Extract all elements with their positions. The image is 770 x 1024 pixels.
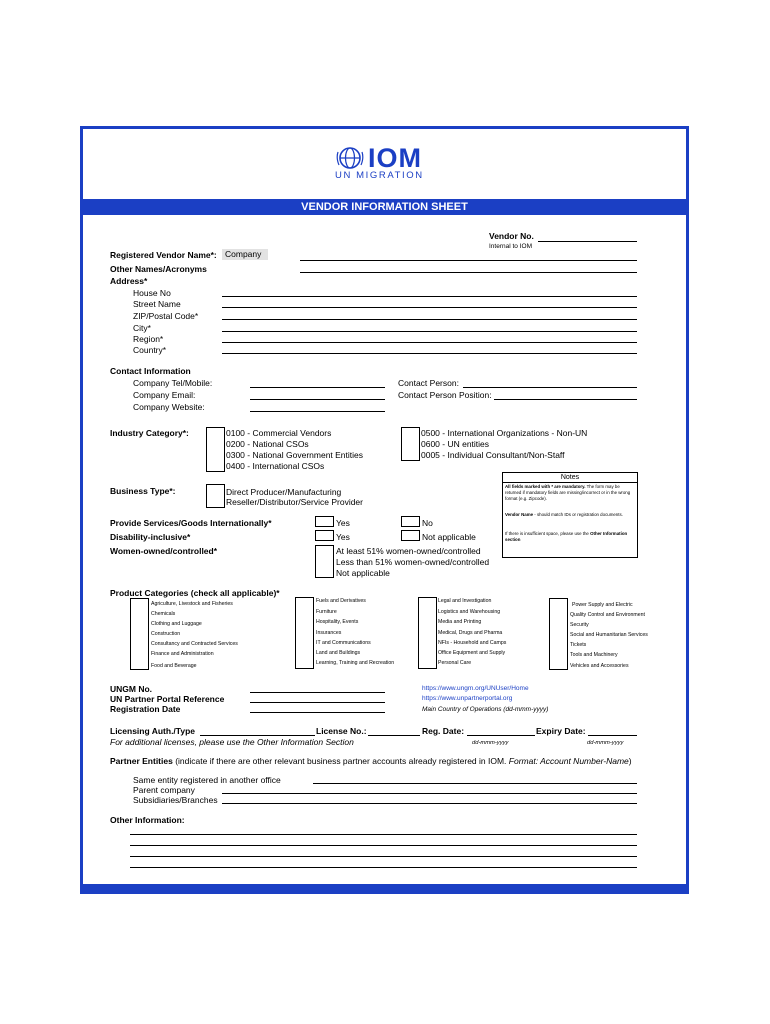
contact-person-field[interactable]: [463, 387, 637, 388]
product-option: Vehicles and Accessories: [570, 663, 629, 669]
partner-entities-label: Partner Entities: [110, 756, 173, 766]
other-info-line[interactable]: [130, 845, 637, 846]
notes-text-1-bold: All fields marked with * are mandatory.: [505, 484, 586, 489]
region-field[interactable]: [222, 342, 637, 343]
other-names-label: Other Names/Acronyms: [110, 264, 207, 274]
product-option: Finance and Administration: [151, 651, 214, 657]
industry-option: 0600 - UN entities: [421, 439, 490, 449]
country-field[interactable]: [222, 353, 637, 354]
company-tel-label: Company Tel/Mobile:: [133, 378, 213, 388]
provide-intl-no-label: No: [422, 518, 433, 528]
licensing-auth-label: Licensing Auth./Type: [110, 726, 196, 736]
product-col2-checkbox[interactable]: [295, 597, 314, 669]
product-option: Tools and Machinery: [570, 652, 618, 658]
subsidiaries-label: Subsidiaries/Branches: [133, 795, 218, 805]
contact-position-field[interactable]: [494, 399, 637, 400]
other-info-label: Other Information:: [110, 815, 185, 825]
industry-label: Industry Category*:: [110, 428, 189, 438]
partner-portal-field[interactable]: [250, 702, 385, 703]
product-option: Fuels and Derivatives: [316, 598, 366, 604]
other-info-line[interactable]: [130, 856, 637, 857]
reg-date-format: dd-mmm-yyyy: [472, 740, 509, 746]
women-owned-option: Less than 51% women-owned/controlled: [336, 557, 490, 567]
product-col1-checkbox[interactable]: [130, 598, 149, 670]
parent-company-field[interactable]: [222, 793, 637, 794]
other-names-field[interactable]: [300, 272, 637, 273]
address-label: Address*: [110, 276, 148, 286]
partner-entities-format: Format: Account Number-Name: [508, 756, 629, 766]
vendor-no-note: Internal to IOM: [489, 243, 532, 250]
registered-name-input[interactable]: Company: [222, 249, 268, 260]
product-option: Land and Buildings: [316, 650, 361, 656]
partner-entities-desc: (indicate if there are other relevant business partner accounts already registered in IOM.: [175, 756, 507, 766]
product-option: Tickets: [570, 642, 587, 648]
licensing-note: For additional licenses, please use the Other Information Section: [110, 737, 354, 747]
city-label: City*: [133, 323, 151, 333]
street-name-label: Street Name: [133, 299, 181, 309]
notes-text-3-bold: Other Information section: [505, 531, 628, 542]
business-type-label: Business Type*:: [110, 486, 176, 496]
provide-intl-label: Provide Services/Goods Internationally*: [110, 518, 272, 528]
other-info-line[interactable]: [130, 834, 637, 835]
contact-heading: Contact Information: [110, 366, 191, 376]
women-owned-option: Not applicable: [336, 568, 390, 578]
product-col3-checkbox[interactable]: [418, 597, 437, 669]
product-option: Quality Control and Environment: [570, 612, 645, 618]
product-option: Agriculture, Livestock and Fisheries: [151, 601, 233, 607]
partner-entities-row: [110, 756, 632, 767]
expiry-date-field[interactable]: [588, 735, 637, 736]
notes-text-2: [505, 512, 636, 518]
footer-bar: [80, 884, 689, 894]
industry-checkbox-group-right[interactable]: [401, 427, 420, 461]
product-option: NFIs - Household and Camps: [438, 640, 507, 646]
product-option: Personal Care: [438, 660, 472, 666]
iom-logo-subtitle: UN MIGRATION: [335, 170, 424, 181]
partner-portal-link[interactable]: https://www.unpartnerportal.org: [422, 695, 513, 702]
product-option: Food and Beverage: [151, 663, 197, 669]
licensing-auth-field[interactable]: [200, 735, 315, 736]
registered-name-line[interactable]: [300, 260, 637, 261]
same-entity-field[interactable]: [313, 783, 637, 784]
disability-na-checkbox[interactable]: [401, 530, 420, 541]
product-option: Consultancy and Contracted Services: [151, 641, 238, 647]
business-type-option: Reseller/Distributor/Service Provider: [226, 497, 363, 507]
product-option: Legal and Investigation: [438, 598, 492, 604]
notes-text-2-bold: Vendor Name: [505, 512, 534, 517]
license-no-field[interactable]: [368, 735, 420, 736]
women-owned-option: At least 51% women-owned/controlled: [336, 546, 481, 556]
notes-text-1: [505, 484, 636, 502]
notes-title: Notes: [503, 473, 637, 483]
product-option: Hospitality, Events: [316, 619, 359, 625]
ungm-no-field[interactable]: [250, 692, 385, 693]
expiry-date-format: dd-mmm-yyyy: [587, 740, 624, 746]
company-website-field[interactable]: [250, 411, 385, 412]
industry-checkbox-group-left[interactable]: [206, 427, 225, 472]
industry-option: 0005 - Individual Consultant/Non-Staff: [421, 450, 565, 460]
zip-label: ZIP/Postal Code*: [133, 311, 199, 321]
license-no-label: License No.:: [316, 726, 367, 736]
expiry-date-label: Expiry Date:: [536, 726, 586, 736]
industry-option: 0200 - National CSOs: [226, 439, 309, 449]
ungm-link[interactable]: https://www.ungm.org/UNUser/Home: [422, 685, 529, 692]
vendor-no-field[interactable]: [538, 241, 637, 242]
provide-intl-yes-label: Yes: [336, 518, 350, 528]
country-label: Country*: [133, 345, 167, 355]
partner-portal-label: UN Partner Portal Reference: [110, 694, 225, 704]
product-option: Medical, Drugs and Pharma: [438, 630, 503, 636]
notes-text-3: [505, 531, 636, 543]
city-field[interactable]: [222, 331, 637, 332]
product-option: Media and Printing: [438, 619, 482, 625]
product-option: Social and Humanitarian Services: [570, 632, 648, 638]
notes-text-3-body: If there is insufficient space, please use the: [505, 531, 589, 536]
partner-entities-close: ): [628, 756, 632, 766]
same-entity-label: Same entity registered in another office: [133, 775, 281, 785]
product-option: Insurances: [316, 630, 342, 636]
product-option: Learning, Training and Recreation: [316, 660, 395, 666]
industry-option: 0100 - Commercial Vendors: [226, 428, 332, 438]
registration-date-label: Registration Date: [110, 704, 181, 714]
product-option: Chemicals: [151, 611, 176, 617]
provide-intl-yes-checkbox[interactable]: [315, 516, 334, 527]
disability-na-label: Not applicable: [422, 532, 476, 542]
women-owned-label: Women-owned/controlled*: [110, 546, 218, 556]
product-col4-checkbox[interactable]: [549, 598, 568, 670]
company-email-label: Company Email:: [133, 390, 196, 400]
company-website-label: Company Website:: [133, 402, 205, 412]
zip-field[interactable]: [222, 319, 637, 320]
page-title: VENDOR INFORMATION SHEET: [83, 199, 686, 215]
main-country-label: Main Country of Operations (dd-mmm-yyyy): [422, 706, 549, 713]
company-tel-field[interactable]: [250, 387, 385, 388]
industry-option: 0500 - International Organizations - Non-UN: [421, 428, 588, 438]
product-categories-label: Product Categories (check all applicable)*: [110, 588, 280, 598]
contact-position-label: Contact Person Position:: [398, 390, 492, 400]
parent-company-label: Parent company: [133, 785, 195, 795]
house-no-field[interactable]: [222, 296, 637, 297]
house-no-label: House No: [133, 288, 171, 298]
product-option: Logistics and Warehousing: [438, 609, 501, 615]
product-option: Furniture: [316, 609, 337, 615]
ungm-no-label: UNGM No.: [110, 684, 153, 694]
business-type-checkbox[interactable]: [206, 484, 225, 508]
iom-globe-icon: [336, 146, 364, 170]
product-option: Security: [570, 622, 589, 628]
product-option: IT and Communications: [316, 640, 371, 646]
provide-intl-no-checkbox[interactable]: [401, 516, 420, 527]
subsidiaries-field[interactable]: [222, 803, 637, 804]
notes-text-2-body: - should match IDs or registration documents.: [534, 512, 623, 517]
product-option: Construction: [151, 631, 181, 637]
business-type-option: Direct Producer/Manufacturing: [226, 487, 342, 497]
vendor-no-label: Vendor No.: [489, 231, 534, 241]
product-option: Clothing and Luggage: [151, 621, 202, 627]
registered-name-label: Registered Vendor Name*:: [110, 250, 217, 260]
street-name-field[interactable]: [222, 307, 637, 308]
product-option: Power Supply and Electric: [572, 602, 633, 608]
product-option: Office Equipment and Supply: [438, 650, 506, 656]
contact-person-label: Contact Person:: [398, 378, 459, 388]
region-label: Region*: [133, 334, 164, 344]
registration-date-field[interactable]: [250, 712, 385, 713]
other-info-line[interactable]: [130, 867, 637, 868]
women-owned-checkbox[interactable]: [315, 545, 334, 578]
company-email-field[interactable]: [250, 399, 385, 400]
industry-option: 0300 - National Government Entities: [226, 450, 364, 460]
iom-logo-text: IOM: [368, 143, 422, 173]
reg-date-field[interactable]: [467, 735, 535, 736]
notes-text-1-body: The form may be returned if mandatory fields are missing/incorrect or in the wrong format (e.g. Zipcode).: [505, 484, 631, 501]
reg-date-label: Reg. Date:: [422, 726, 465, 736]
disability-yes-label: Yes: [336, 532, 350, 542]
disability-yes-checkbox[interactable]: [315, 530, 334, 541]
disability-label: Disability-inclusive*: [110, 532, 191, 542]
industry-option: 0400 - International CSOs: [226, 461, 325, 471]
